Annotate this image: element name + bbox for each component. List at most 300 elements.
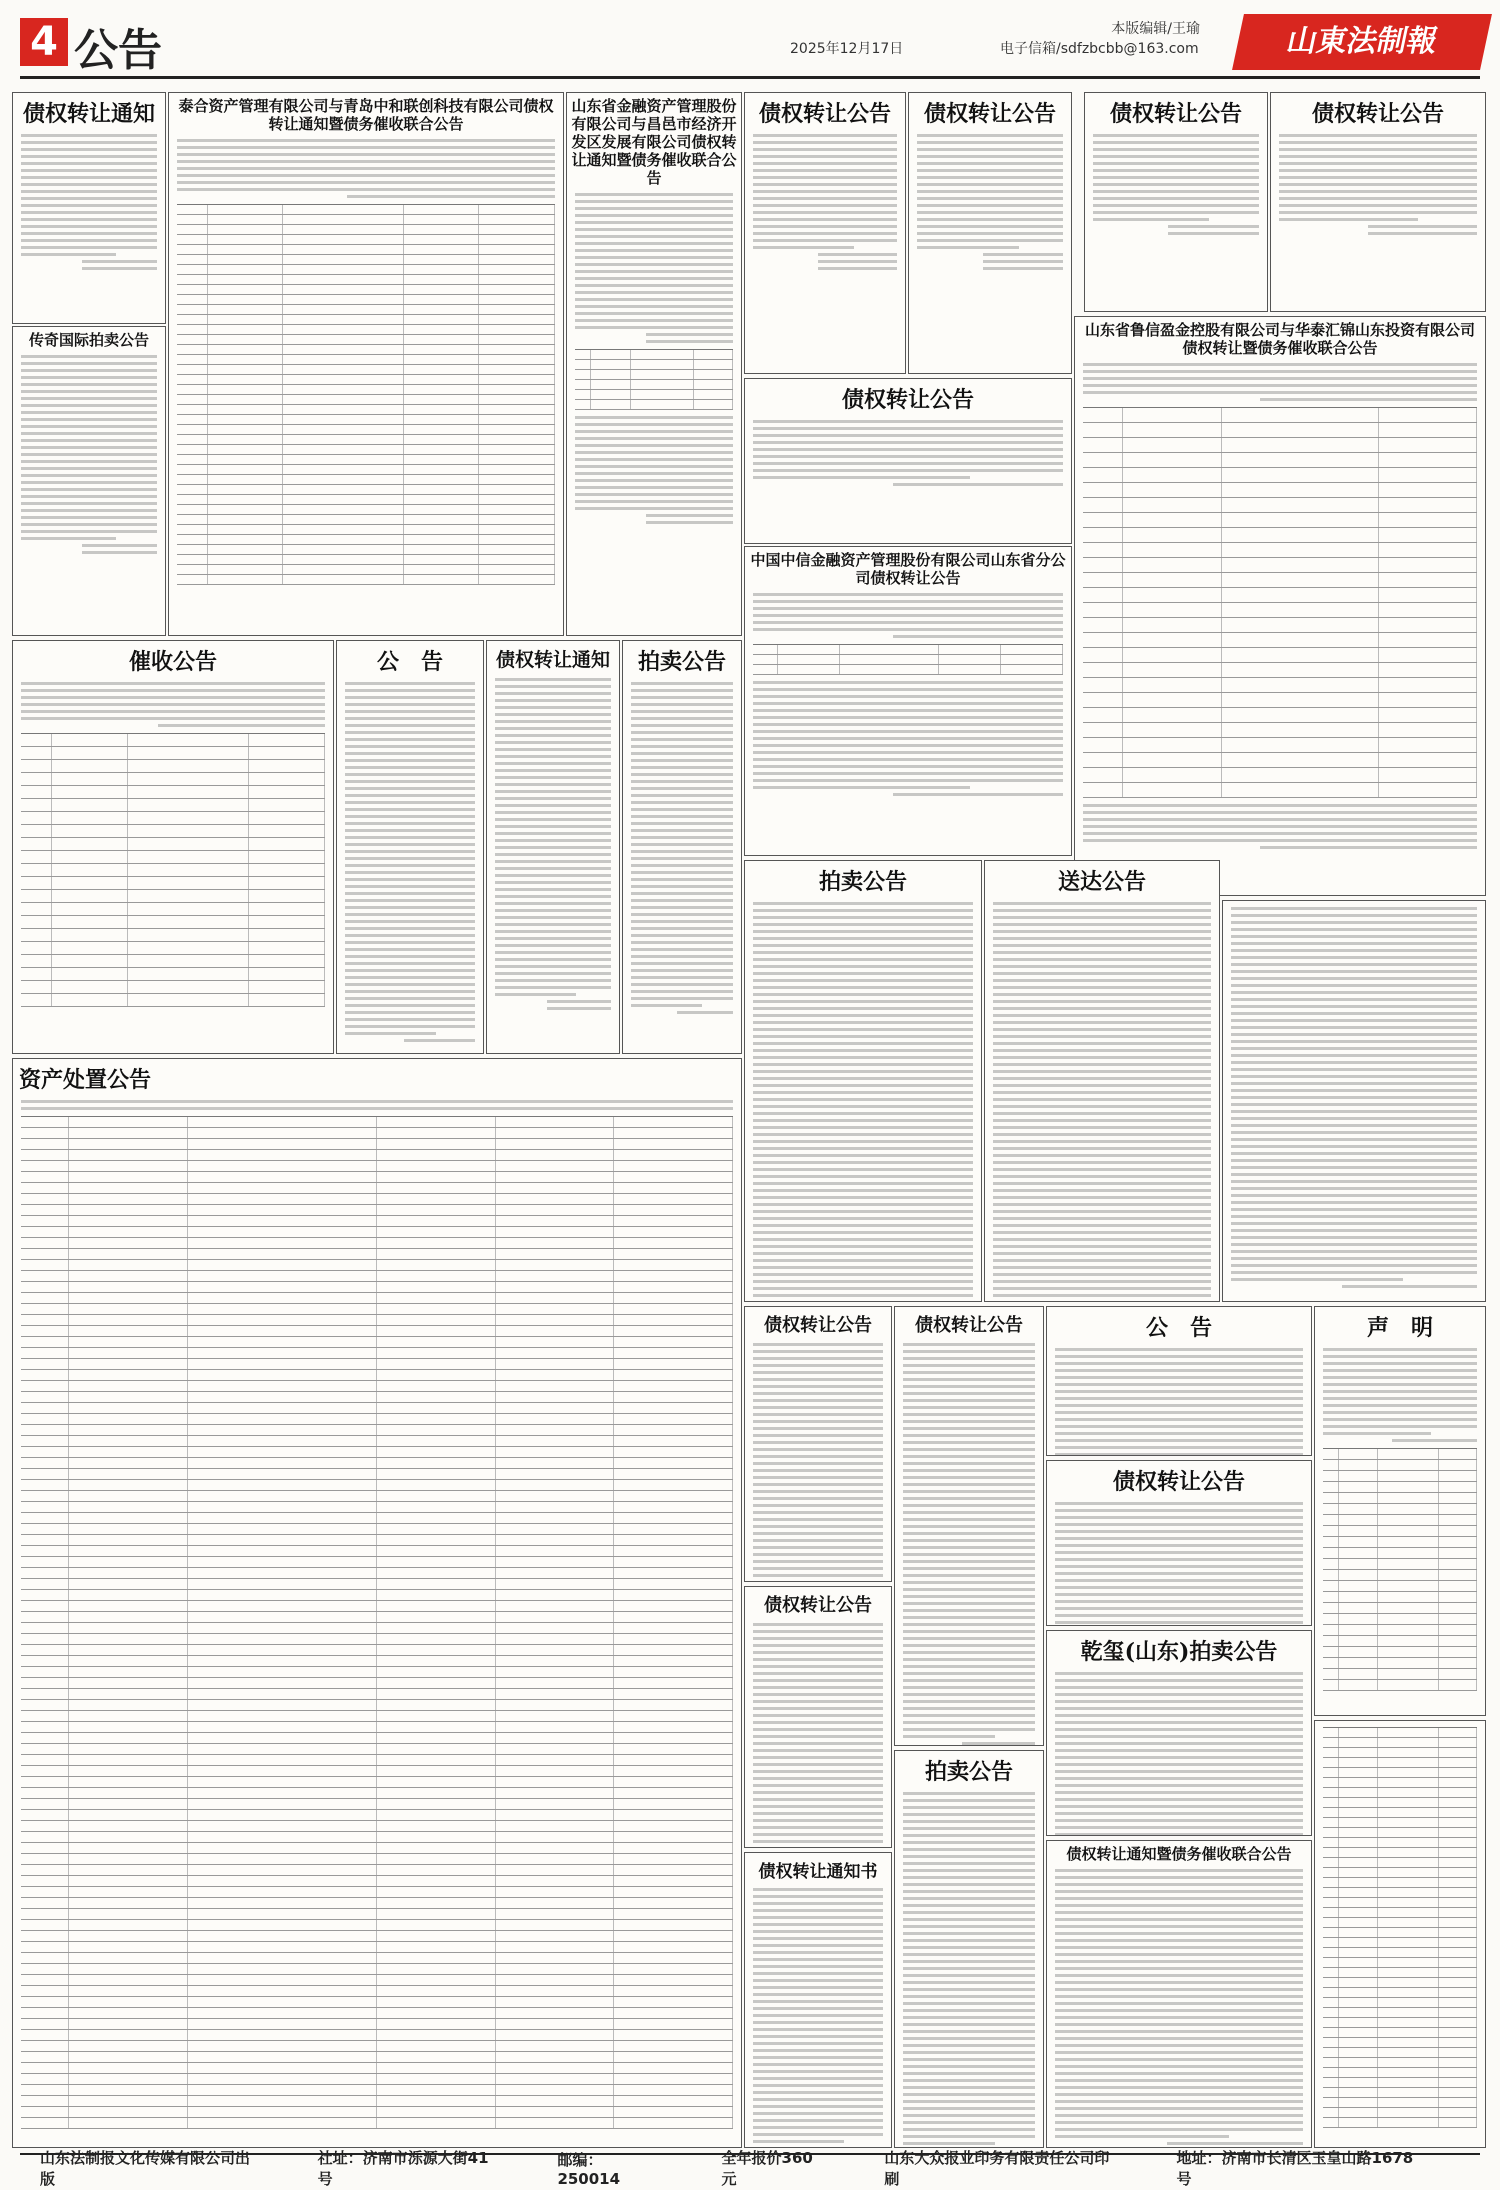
text-line [753, 1392, 883, 1395]
text-line [1231, 1250, 1477, 1253]
text-line [903, 1799, 1035, 1802]
text-line [1055, 1749, 1303, 1752]
text-line [1323, 1383, 1477, 1386]
text-line [1231, 1180, 1477, 1183]
text-line [753, 1455, 883, 1458]
text-line [993, 1042, 1211, 1045]
text-line [903, 1581, 1035, 1584]
table-row [21, 1623, 733, 1634]
table-row [21, 1887, 733, 1898]
text-line [1055, 1348, 1303, 1351]
text-line [993, 1168, 1211, 1171]
table-row [21, 1997, 733, 2008]
text-line [1231, 1138, 1477, 1141]
text-line [753, 1700, 883, 1703]
text-line [753, 1833, 883, 1836]
table-row [21, 1183, 733, 1194]
text-line [1055, 1960, 1303, 1963]
table-row [21, 1370, 733, 1381]
text-line [753, 1413, 883, 1416]
text-line [753, 2056, 883, 2059]
table-row [21, 1854, 733, 1865]
text-line [753, 1357, 883, 1360]
text-line [903, 1448, 1035, 1451]
text-line [903, 1827, 1035, 1830]
table-row [21, 1359, 733, 1370]
text-line [1323, 1404, 1477, 1407]
text-line [1055, 1404, 1303, 1407]
table-row [21, 2107, 733, 2118]
table-row [1323, 1471, 1477, 1482]
text-line [993, 1098, 1211, 1101]
text-line [1231, 1117, 1477, 1120]
text-line [753, 1385, 883, 1388]
table-row [1323, 1888, 1477, 1898]
text-line [1323, 1362, 1477, 1365]
text-line [753, 1679, 883, 1682]
text-line [993, 1007, 1211, 1010]
text-line [1055, 1995, 1303, 1998]
text-line [1231, 1103, 1477, 1106]
text-line [1055, 1812, 1303, 1815]
text-line [1055, 1607, 1303, 1610]
text-line [903, 1420, 1035, 1423]
notice-title: 乾玺(山东)拍卖公告 [1080, 1639, 1278, 1665]
text-line [1167, 2142, 1303, 2145]
text-line [753, 1476, 883, 1479]
text-line [753, 1371, 883, 1374]
text-line [1055, 1974, 1303, 1977]
text-line [1055, 2107, 1303, 2110]
text-line [1055, 2009, 1303, 2012]
notice-title: 债权转让公告 [1311, 101, 1444, 127]
text-line [753, 1168, 973, 1171]
table-row [21, 1117, 733, 1128]
text-line [753, 1658, 883, 1661]
text-line [903, 1343, 1035, 1346]
email-address: 电子信箱/sdfzbcbb@163.com [1000, 41, 1199, 57]
text-line [993, 1273, 1211, 1276]
table-row [21, 1601, 733, 1612]
text-line [1055, 1621, 1303, 1624]
text-line [993, 1231, 1211, 1234]
text-line [993, 1035, 1211, 1038]
text-line [903, 1532, 1035, 1535]
text-line [993, 1175, 1211, 1178]
table-row [21, 1326, 733, 1337]
text-line [753, 1028, 973, 1031]
text-line [993, 1112, 1211, 1115]
text-line [753, 1888, 883, 1891]
text-line [1055, 1679, 1303, 1682]
table-row [21, 1436, 733, 1447]
text-line [1055, 1397, 1303, 1400]
text-line [1055, 1509, 1303, 1512]
text-line [1055, 1502, 1303, 1505]
text-line [753, 1238, 973, 1241]
notice-title: 山东省金融资产管理股份有限公司与昌邑市经济开发区发展有限公司债权转让通知暨债务催收联合公告 [571, 97, 737, 187]
table-row [21, 1161, 733, 1172]
notice-title: 债权转让公告 [764, 1315, 872, 1336]
text-line [993, 1294, 1211, 1297]
text-line [753, 1364, 883, 1367]
text-line [903, 2121, 1035, 2124]
text-line [753, 2049, 883, 2052]
text-line [1055, 2037, 1303, 2040]
text-line [1231, 1173, 1477, 1176]
text-line [753, 1735, 883, 1738]
table-row [21, 1216, 733, 1227]
text-line [903, 1434, 1035, 1437]
text-line [753, 1581, 844, 1582]
text-line [1055, 2023, 1303, 2026]
table-row [21, 2019, 733, 2030]
text-line [1055, 1869, 1303, 1872]
text-line [753, 1791, 883, 1794]
text-line [903, 1848, 1035, 1851]
text-line [903, 1595, 1035, 1598]
table-row [1323, 2088, 1477, 2098]
table-row [1323, 1878, 1477, 1888]
text-line [753, 1518, 883, 1521]
table-row [21, 2052, 733, 2063]
text-line [753, 1644, 883, 1647]
text-line [993, 1238, 1211, 1241]
text-line [1231, 1089, 1477, 1092]
text-line [1055, 1453, 1303, 1456]
table-row [1323, 1559, 1477, 1570]
text-line [753, 1420, 883, 1423]
table-row [1323, 1658, 1477, 1669]
text-line [1055, 1551, 1303, 1554]
text-line [753, 1965, 883, 1968]
text-line [1231, 1012, 1477, 1015]
notice-debt-transfer-b [908, 92, 1072, 374]
text-line [1231, 1068, 1477, 1071]
table-row [1323, 1614, 1477, 1625]
text-line [753, 923, 973, 926]
text-line [1055, 1981, 1303, 1984]
text-line [903, 1406, 1035, 1409]
text-line [903, 2093, 1035, 2096]
notice-luxin-joint [1074, 316, 1486, 896]
table-row [21, 1832, 733, 1843]
text-line [1055, 1600, 1303, 1603]
text-line [903, 1518, 1035, 1521]
notice-title: 债权转让通知 [495, 649, 610, 671]
text-line [903, 1497, 1035, 1500]
text-line [1055, 1376, 1303, 1379]
notice-title: 送达公告 [1057, 869, 1146, 895]
table-row [21, 1612, 733, 1623]
text-line [753, 1805, 883, 1808]
text-line [903, 2128, 1035, 2131]
notice-title: 拍卖公告 [818, 869, 907, 895]
table-row [1323, 1948, 1477, 1958]
text-line [993, 1021, 1211, 1024]
text-line [1055, 1897, 1303, 1900]
text-line [1055, 2065, 1303, 2068]
text-line [903, 1946, 1035, 1949]
text-line [903, 2079, 1035, 2082]
notice-title: 资产处置公告 [19, 1067, 152, 1093]
text-line [993, 1049, 1211, 1052]
text-line [1231, 1040, 1477, 1043]
text-line [753, 1056, 973, 1059]
text-line [753, 1210, 973, 1213]
table-row [21, 1513, 733, 1524]
text-line [903, 1504, 1035, 1507]
text-line [903, 1609, 1035, 1612]
text-line [753, 1273, 973, 1276]
text-line [903, 1728, 1035, 1731]
text-line [1055, 1946, 1303, 1949]
table-row [1323, 1493, 1477, 1504]
text-line [1231, 914, 1477, 917]
text-line [1055, 1516, 1303, 1519]
text-line [753, 1714, 883, 1717]
text-line [1055, 1565, 1303, 1568]
text-line [903, 1350, 1035, 1353]
text-line [753, 1063, 973, 1066]
table-row [1323, 1647, 1477, 1658]
text-line [1055, 1953, 1303, 1956]
notice-title: 拍卖公告 [924, 1759, 1013, 1785]
publisher: 山东法制报文化传媒有限公司出版 [40, 2149, 251, 2188]
text-line [1231, 956, 1477, 959]
text-line [993, 993, 1211, 996]
text-line [903, 1364, 1035, 1367]
text-line [753, 1042, 973, 1045]
text-line [903, 2044, 1035, 2047]
text-line [903, 1455, 1035, 1458]
text-line [753, 1399, 883, 1402]
text-line [1323, 1376, 1477, 1379]
text-line [753, 902, 973, 905]
table-row [21, 1711, 733, 1722]
table-row [1323, 1898, 1477, 1908]
text-line [753, 2112, 883, 2115]
text-line [993, 1252, 1211, 1255]
text-line [1055, 1967, 1303, 1970]
text-line [903, 1967, 1035, 1970]
notice-auction-chuanqi [12, 326, 166, 636]
table-row [1323, 1592, 1477, 1603]
text-line [753, 1434, 883, 1437]
notice-debt-transfer-i [744, 1586, 892, 1848]
text-line [1055, 2114, 1303, 2117]
text-line [1055, 2086, 1303, 2089]
table-row [21, 1788, 733, 1799]
table-row [21, 1821, 733, 1832]
text-line [753, 1630, 883, 1633]
text-line [993, 1210, 1211, 1213]
notice-debt-transfer-1 [12, 92, 166, 324]
text-line [993, 965, 1211, 968]
text-line [1231, 1187, 1477, 1190]
text-line [993, 1182, 1211, 1185]
text-line [903, 1399, 1035, 1402]
text-line [753, 1770, 883, 1773]
text-line [1231, 1215, 1477, 1218]
text-line [1323, 1432, 1431, 1435]
notice-title: 催收公告 [128, 649, 217, 675]
text-line [753, 1826, 883, 1829]
text-line [1231, 970, 1477, 973]
text-line [903, 1462, 1035, 1465]
text-line [753, 2077, 883, 2080]
text-line [1231, 1278, 1403, 1281]
text-line [1231, 921, 1477, 924]
table-row [1323, 1798, 1477, 1808]
text-line [993, 1203, 1211, 1206]
text-line [1055, 1883, 1303, 1886]
text-line [903, 2037, 1035, 2040]
text-line [1231, 1236, 1477, 1239]
text-line [903, 1616, 1035, 1619]
notice-right-table [1314, 1720, 1486, 2148]
postcode: 邮编：250014 [557, 2150, 621, 2188]
text-line [753, 1294, 973, 1297]
text-line [1055, 1693, 1303, 1696]
text-line [753, 2140, 844, 2143]
text-line [1231, 1229, 1477, 1232]
table-row [21, 1810, 733, 1821]
table-row [1323, 1868, 1477, 1878]
text-line [753, 1784, 883, 1787]
notice-debt-transfer-notice-2 [486, 640, 620, 1054]
text-line [1055, 2002, 1303, 2005]
text-line [903, 1672, 1035, 1675]
text-line [993, 1028, 1211, 1031]
text-line [1231, 1019, 1477, 1022]
text-line [753, 1944, 883, 1947]
text-line [753, 2126, 883, 2129]
text-line [753, 1574, 883, 1577]
text-line [753, 986, 973, 989]
notice-title: 中国中信金融资产管理股份有限公司山东省分公司债权转让公告 [750, 551, 1066, 587]
text-line [1055, 1826, 1303, 1829]
table-row [21, 1502, 733, 1513]
table-row [21, 1535, 733, 1546]
text-line [753, 1902, 883, 1905]
text-line [753, 1756, 883, 1759]
notice-title: 债权转让公告 [915, 1315, 1023, 1336]
text-line [993, 902, 1211, 905]
table-row [21, 1458, 733, 1469]
notice-auction-2 [744, 860, 982, 1302]
table-row [21, 1315, 733, 1326]
text-line [903, 1925, 1035, 1928]
text-line [1055, 1530, 1303, 1533]
text-line [1055, 1686, 1303, 1689]
table-row [1323, 1570, 1477, 1581]
text-line [753, 1441, 883, 1444]
table-row [21, 1392, 733, 1403]
notice-title: 债权转让公告 [758, 101, 891, 127]
text-line [903, 1686, 1035, 1689]
text-line [903, 2142, 995, 2145]
table-row [21, 1986, 733, 1997]
text-line [1055, 1700, 1303, 1703]
text-line [993, 972, 1211, 975]
text-line [1392, 1439, 1477, 1442]
notice-title: 债权转让公告 [841, 387, 974, 413]
text-line [993, 937, 1211, 940]
text-line [753, 1972, 883, 1975]
text-line [1231, 1005, 1477, 1008]
text-line [753, 1406, 883, 1409]
text-line [903, 1869, 1035, 1872]
text-line [1055, 1390, 1303, 1393]
table-row [1323, 1680, 1477, 1691]
text-line [1231, 977, 1477, 980]
table-row [21, 1667, 733, 1678]
text-line [1231, 1243, 1477, 1246]
table-row [21, 1282, 733, 1293]
text-line [753, 2000, 883, 2003]
text-line [903, 1539, 1035, 1542]
text-line [903, 1602, 1035, 1605]
text-line [1055, 1707, 1303, 1710]
text-line [1055, 1672, 1303, 1675]
text-line [903, 2016, 1035, 2019]
table-row [1323, 2018, 1477, 2028]
table-row [1323, 1968, 1477, 1978]
text-line [1323, 1418, 1477, 1421]
text-line [1055, 1932, 1303, 1935]
table-row [1323, 1938, 1477, 1948]
text-line [903, 1469, 1035, 1472]
table-row [1323, 1978, 1477, 1988]
text-line [753, 1812, 883, 1815]
table-row [1323, 2068, 1477, 2078]
text-line [1231, 984, 1477, 987]
text-line [753, 1686, 883, 1689]
text-line [753, 1014, 973, 1017]
text-line [753, 1007, 973, 1010]
text-line [753, 1378, 883, 1381]
asset-table [21, 1116, 733, 2129]
text-line [753, 1343, 883, 1346]
notice-debt-transfer-letter [744, 1852, 892, 2148]
text-line [993, 1245, 1211, 1248]
debt-table [1083, 407, 1477, 798]
text-line [993, 923, 1211, 926]
notice-title: 传奇国际拍卖公告 [28, 331, 149, 349]
text-line [903, 1862, 1035, 1865]
text-line [903, 1735, 995, 1738]
table-row [21, 1777, 733, 1788]
text-line [1055, 1770, 1303, 1773]
text-line [1055, 2072, 1303, 2075]
footer [20, 2149, 1480, 2188]
notice-column-right [1222, 900, 1486, 1302]
text-line [1231, 963, 1477, 966]
text-line [1055, 1572, 1303, 1575]
text-line [1055, 2121, 1303, 2124]
notice-title: 山东省鲁信盈金控股有限公司与华泰汇锦山东投资有限公司债权转让暨债务催收联合公告 [1084, 321, 1475, 357]
text-line [753, 1224, 973, 1227]
text-line [903, 1904, 1035, 1907]
table-row [21, 1271, 733, 1282]
table-row [1323, 1828, 1477, 1838]
text-line [903, 1841, 1035, 1844]
table-row [1323, 1758, 1477, 1768]
text-line [993, 1126, 1211, 1129]
text-line [903, 2100, 1035, 2103]
text-line [753, 2021, 883, 2024]
